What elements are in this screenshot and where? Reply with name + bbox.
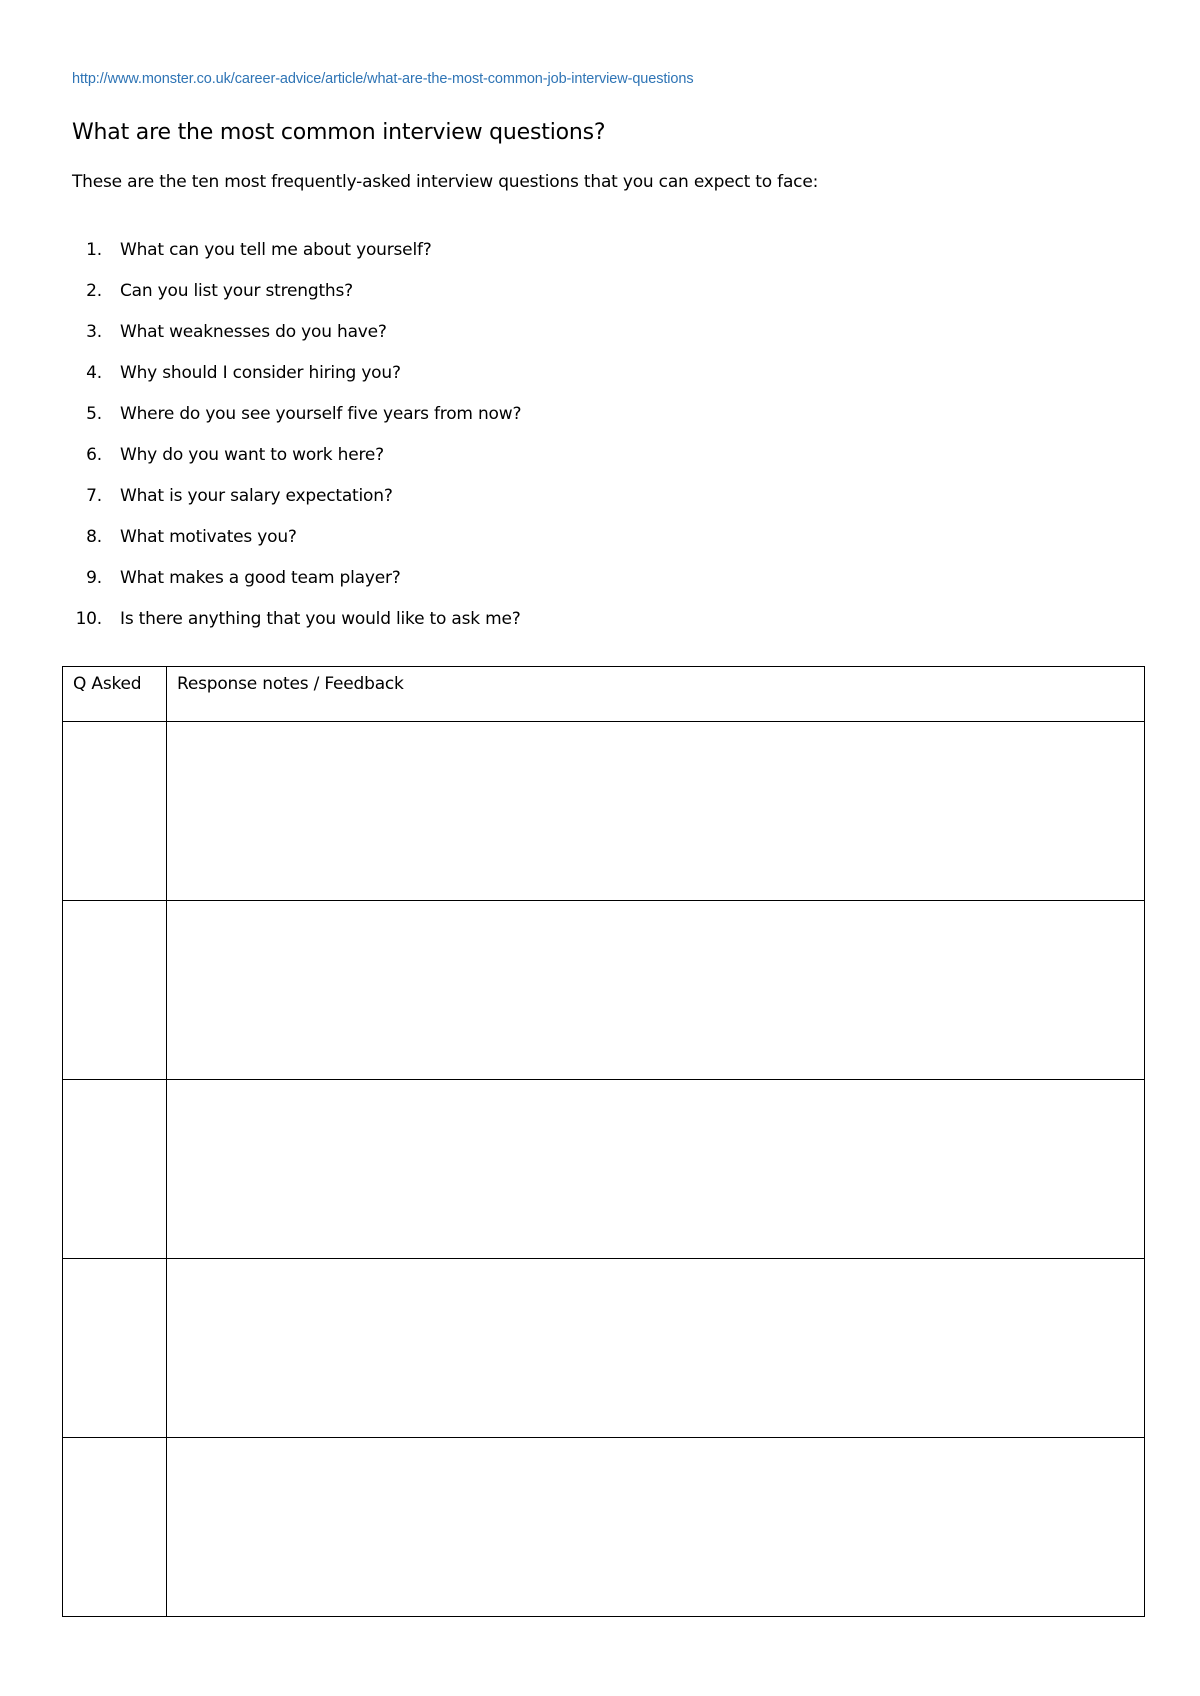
response-notes-cell[interactable]	[167, 1438, 1145, 1617]
list-item-number: 6.	[86, 445, 102, 465]
table-row	[63, 722, 1145, 901]
list-item-number: 9.	[86, 568, 102, 588]
list-item-number: 2.	[86, 281, 102, 301]
list-item-text: What can you tell me about yourself?	[120, 240, 432, 260]
response-notes-cell[interactable]	[167, 722, 1145, 901]
q-asked-cell[interactable]	[63, 901, 167, 1080]
list-item-text: Where do you see yourself five years from now?	[120, 404, 522, 424]
list-item-text: Why should I consider hiring you?	[120, 363, 401, 383]
list-item-number: 4.	[86, 363, 102, 383]
table-header-row	[63, 667, 1145, 722]
list-item-number: 5.	[86, 404, 102, 424]
intro-text: These are the ten most frequently-asked interview questions that you can expect to face:	[72, 172, 819, 192]
q-asked-cell[interactable]	[63, 1259, 167, 1438]
list-item-number: 7.	[86, 486, 102, 506]
list-item-number: 8.	[86, 527, 102, 547]
q-asked-cell[interactable]	[63, 1080, 167, 1259]
table-row	[63, 1438, 1145, 1617]
q-asked-header: Q Asked	[63, 667, 167, 722]
response-notes-table	[62, 666, 1145, 1617]
table-row	[63, 901, 1145, 1080]
q-asked-cell[interactable]	[63, 1438, 167, 1617]
source-link[interactable]: http://www.monster.co.uk/career-advice/article/what-are-the-most-common-job-interview-questions	[72, 71, 694, 87]
response-notes-cell[interactable]	[167, 1080, 1145, 1259]
table-row	[63, 1259, 1145, 1438]
response-notes-header: Response notes / Feedback	[167, 667, 1145, 722]
page-title: What are the most common interview questions?	[72, 120, 606, 145]
response-notes-cell[interactable]	[167, 901, 1145, 1080]
list-item-text: What makes a good team player?	[120, 568, 401, 588]
list-item-text: What is your salary expectation?	[120, 486, 393, 506]
list-item-number: 3.	[86, 322, 102, 342]
table-row	[63, 1080, 1145, 1259]
q-asked-cell[interactable]	[63, 722, 167, 901]
list-item-text: Why do you want to work here?	[120, 445, 384, 465]
list-item-text: Can you list your strengths?	[120, 281, 353, 301]
list-item-number: 1.	[86, 240, 102, 260]
list-item-text: What weaknesses do you have?	[120, 322, 387, 342]
list-item-number: 10.	[75, 609, 102, 629]
list-item-text: Is there anything that you would like to ask me?	[120, 609, 521, 629]
response-notes-cell[interactable]	[167, 1259, 1145, 1438]
list-item-text: What motivates you?	[120, 527, 297, 547]
